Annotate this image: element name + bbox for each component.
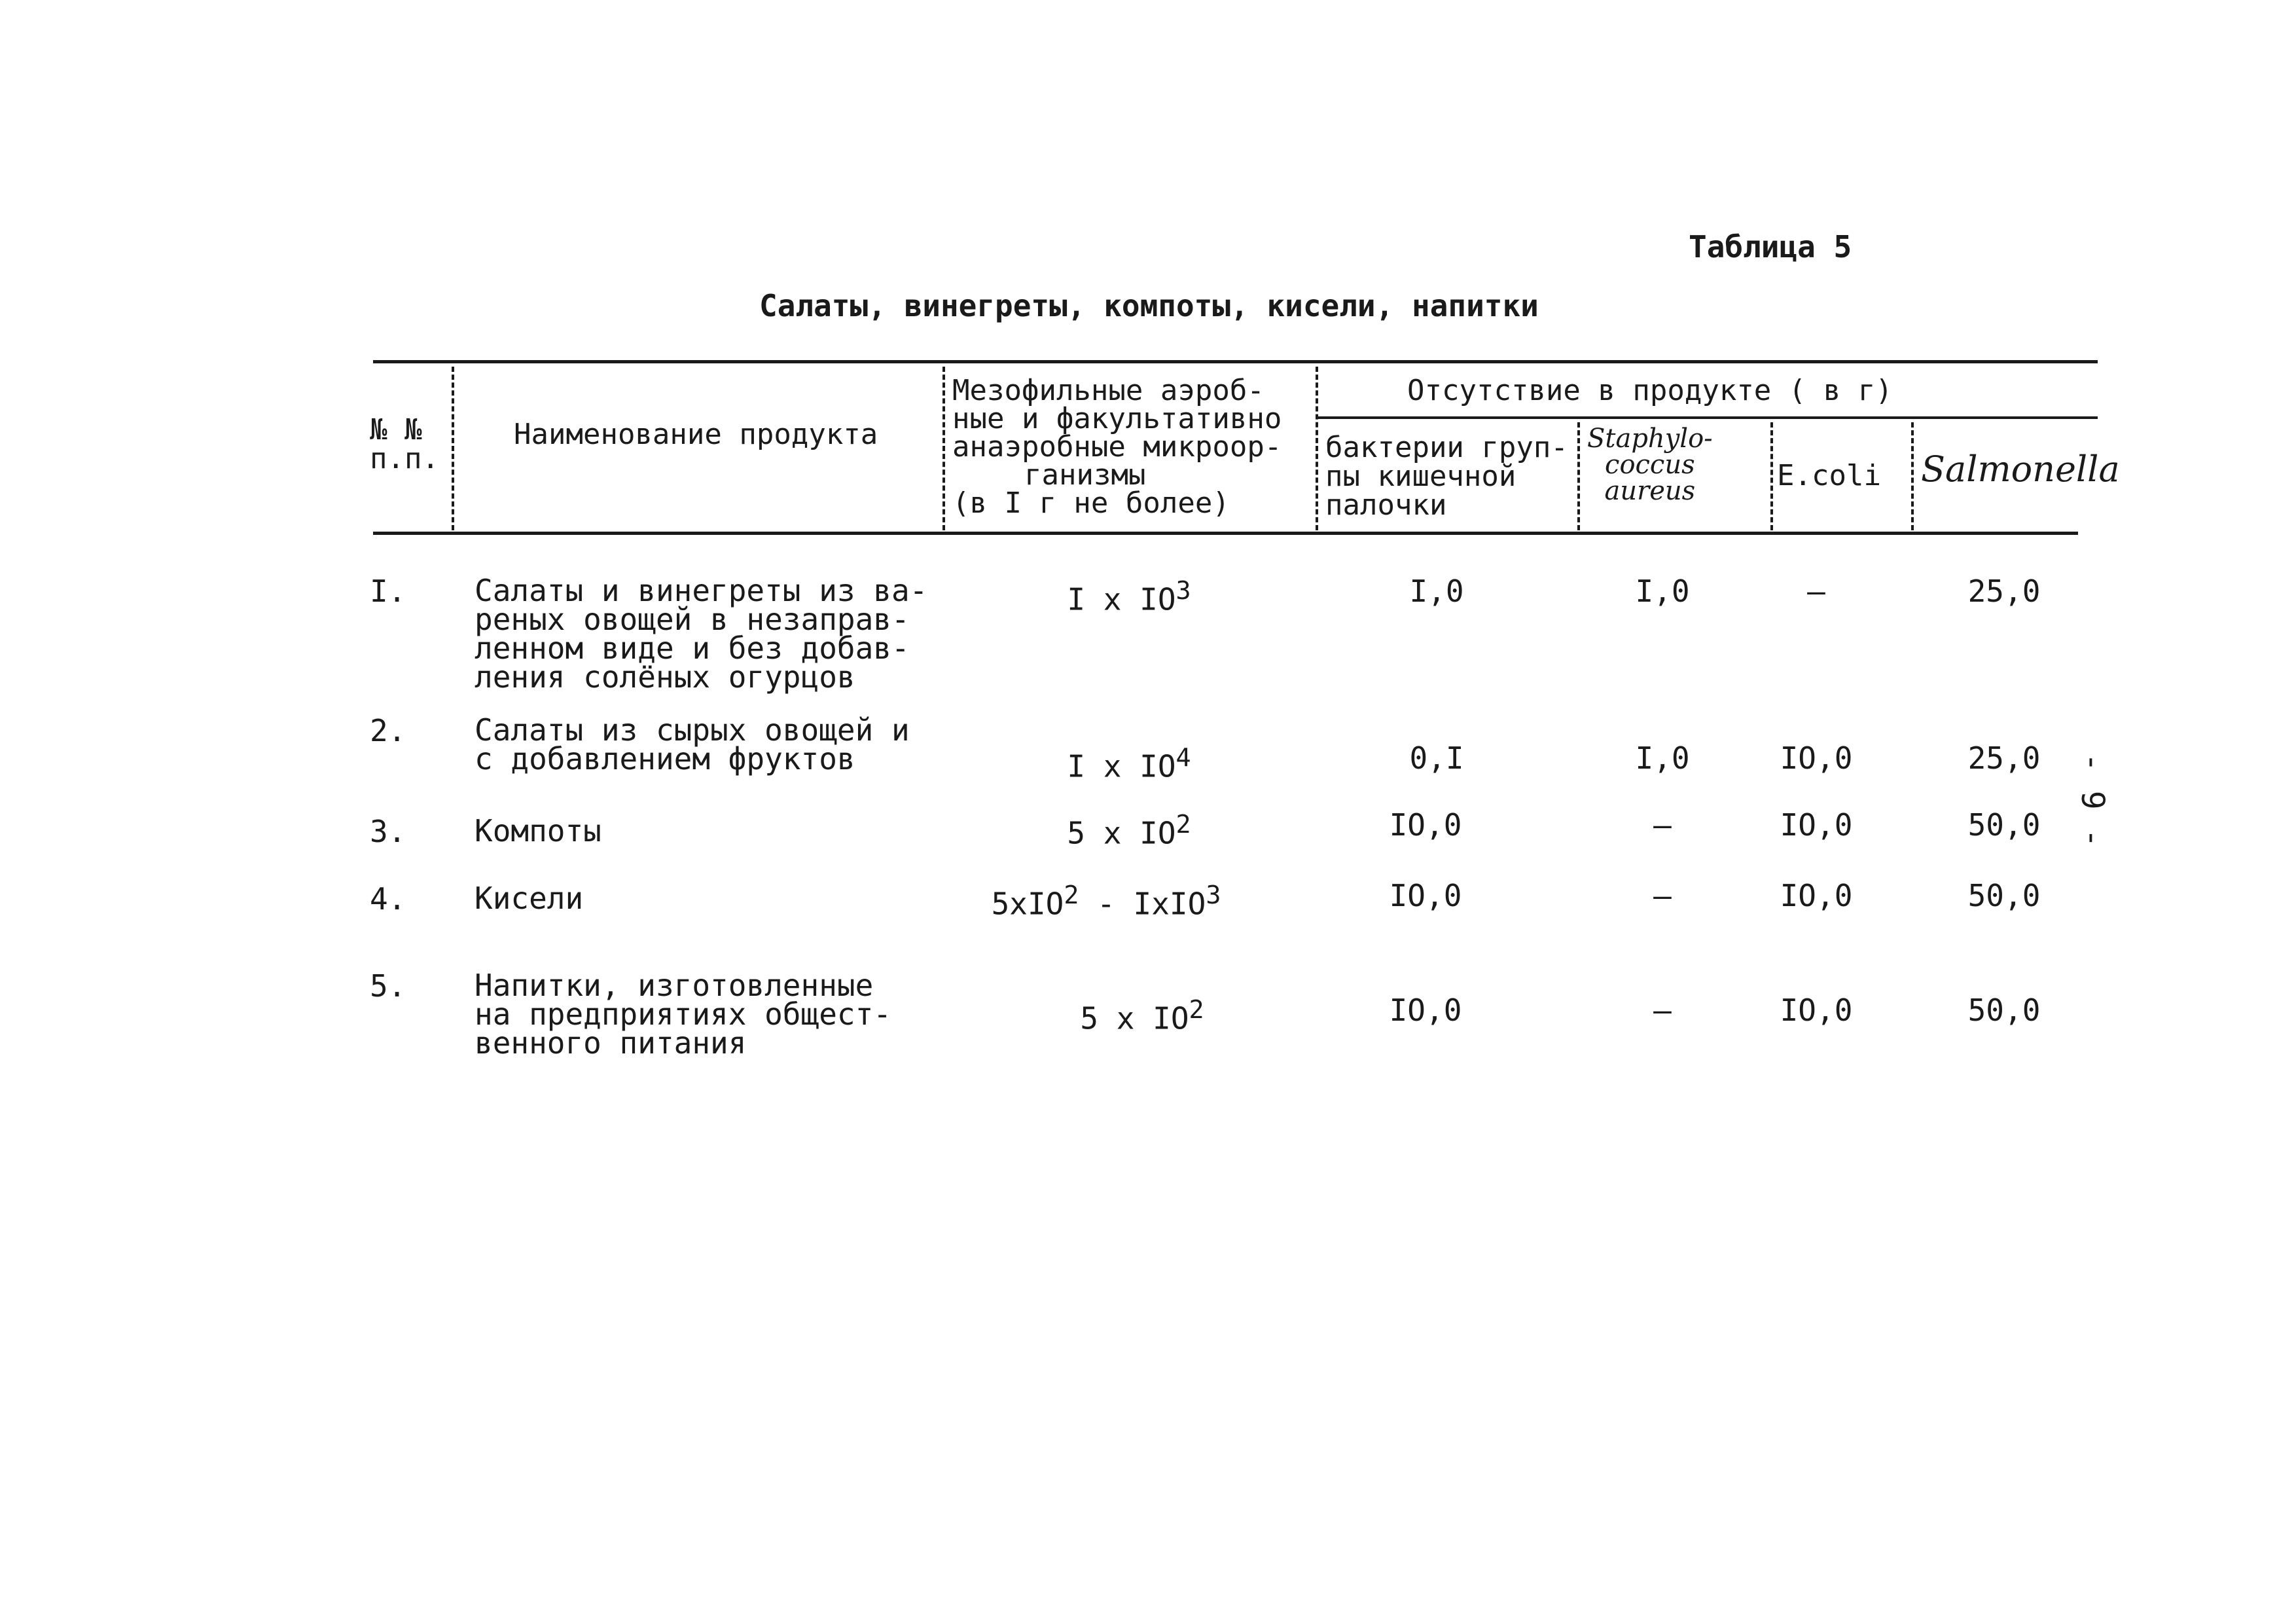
header-num: № № п.п. [370,413,439,475]
mesophilic-value: I x $IO^4$ [1067,743,1191,784]
table-top-rule [373,360,2098,363]
header-ecoli: E.coli [1777,459,1881,492]
header-divider [1316,367,1318,530]
salmonella-value: 50,0 [1967,807,2041,843]
staph-value: – [1653,807,1672,843]
ecoli-value: IO,0 [1780,740,1853,776]
staph-value: – [1653,993,1672,1028]
coliform-value: IO,0 [1389,993,1462,1028]
mesophilic-value: 5xIO$^2$ - IxIO$^3$ [991,881,1221,922]
header-product-name: Наименование продукта [514,418,878,451]
salmonella-value: 25,0 [1967,740,2041,776]
coliform-value: IO,0 [1389,878,1462,913]
row-number: 2. [370,713,406,748]
product-name: Салаты и винегреты из ва- реных овощей в незаправ- ленном виде и без добав- ления солёных огурцов [475,573,928,695]
header-divider [942,367,945,530]
product-name: Салаты из сырых овощей и с добавлением фруктов [475,712,910,776]
header-coliform: бактерии груп- пы кишечной палочки [1325,431,1568,522]
row-number: 4. [370,881,406,917]
mesophilic-value: 5 x $IO^2$ [1067,810,1191,851]
row-number: I. [370,574,406,609]
coliform-value: 0,I [1409,740,1464,776]
mesophilic-value: 5 x $IO^2$ [1080,995,1204,1036]
header-salmonella: Salmonella [1921,448,2120,490]
salmonella-value: 50,0 [1967,993,2041,1028]
ecoli-value: IO,0 [1780,807,1853,843]
staph-value: I,0 [1635,740,1690,776]
header-divider [452,367,454,530]
salmonella-value: 50,0 [1967,878,2041,913]
coliform-value: IO,0 [1389,807,1462,843]
header-mesophilic: Мезофильные аэроб- ные и факультативно анаэробные микроор- ганизмы (в I г не более) [952,374,1282,520]
page-number: - 9 - [2074,753,2111,848]
table-caption: Таблица 5 [1689,229,1852,264]
product-name: Кисели [475,881,584,916]
coliform-value: I,0 [1409,574,1464,609]
header-absence: Отсутствие в продукте ( в г) [1407,374,1893,407]
table-title: Салаты, винегреты, компоты, кисели, напитки [759,288,1539,323]
salmonella-value: 25,0 [1967,574,2041,609]
ecoli-value: – [1807,574,1825,609]
row-number: 5. [370,968,406,1004]
staph-value: I,0 [1635,574,1690,609]
header-divider [1770,422,1773,530]
header-divider [1577,422,1580,530]
header-divider [1911,422,1914,530]
row-number: 3. [370,814,406,849]
header-bottom-rule [373,532,2078,535]
mesophilic-value: I x $IO^3$ [1067,576,1191,617]
header-staphylococcus: Staphylo- coccus aureus [1587,424,1713,506]
product-name: Компоты [475,813,601,848]
product-name: Напитки, изготовленные на предприятиях общест- венного питания [475,968,891,1061]
header-sub-rule [1316,416,2098,419]
ecoli-value: IO,0 [1780,878,1853,913]
ecoli-value: IO,0 [1780,993,1853,1028]
staph-value: – [1653,878,1672,913]
